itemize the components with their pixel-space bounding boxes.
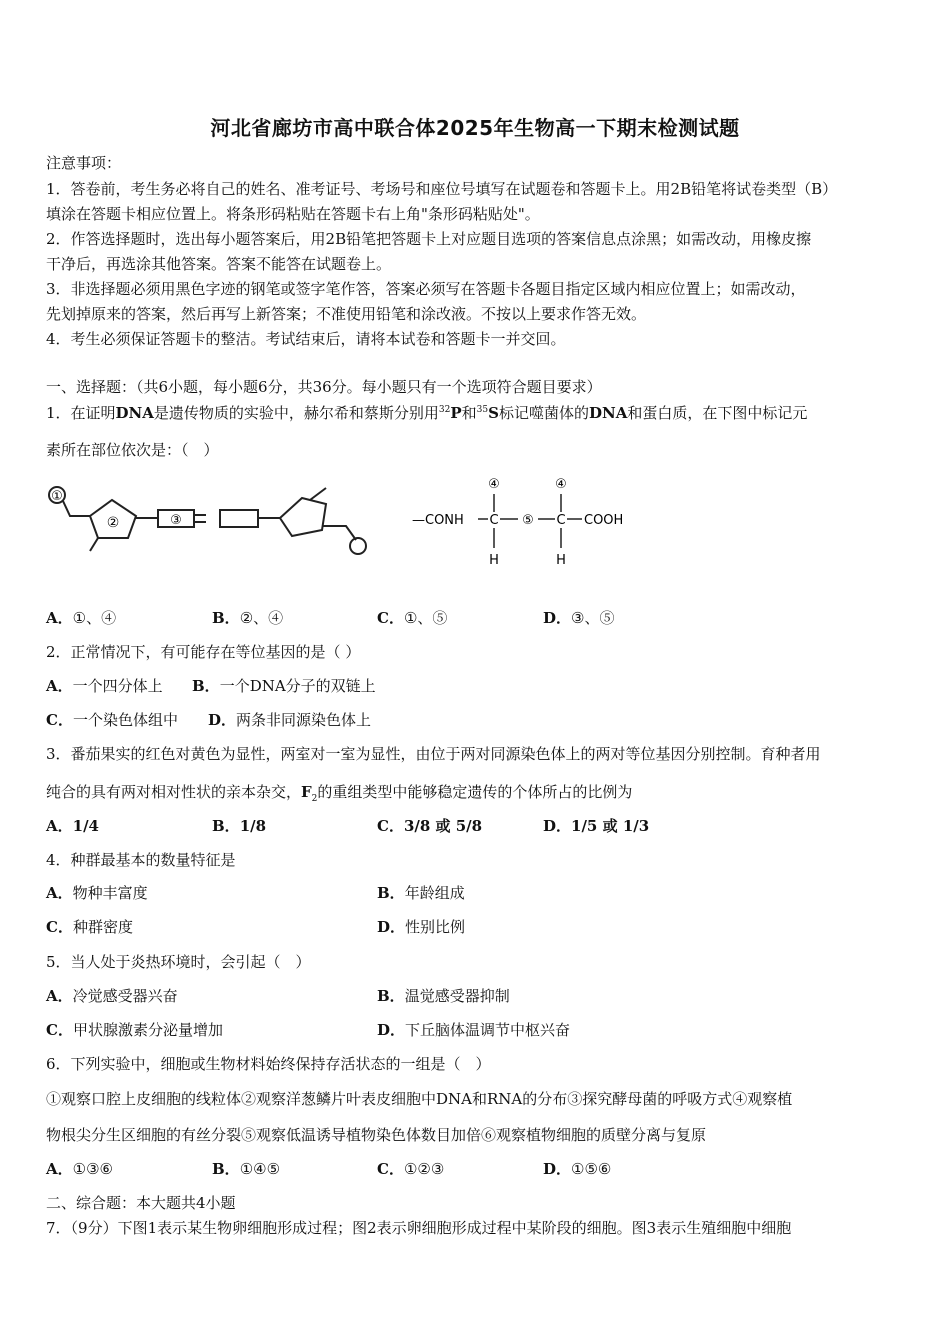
notice-line: 1．答卷前，考生务必将自己的姓名、准考证号、考场号和座位号填写在试题卷和答题卡上。用2B铅笔将试卷类型（B） bbox=[46, 180, 838, 198]
carbon-1: C bbox=[489, 513, 499, 528]
option-d[interactable]: D．①⑤⑥ bbox=[543, 1160, 612, 1178]
option-a[interactable]: A．①、④ bbox=[46, 609, 117, 627]
question-2-stem: 2．正常情况下，有可能存在等位基因的是（ ） bbox=[46, 643, 361, 661]
option-a[interactable]: A．一个四分体上 bbox=[46, 677, 163, 695]
question-6-items-cont: 物根尖分生区细胞的有丝分裂⑤观察低温诱导植物染色体数目加倍⑥观察植物细胞的质壁分离与复原 bbox=[46, 1126, 707, 1144]
nucleotide-figure bbox=[40, 478, 380, 578]
option-a[interactable]: A．物种丰富度 bbox=[46, 884, 148, 902]
question-4-stem: 4．种群最基本的数量特征是 bbox=[46, 851, 236, 869]
option-a[interactable]: A．①③⑥ bbox=[46, 1160, 113, 1178]
option-b[interactable]: B．一个DNA分子的双链上 bbox=[192, 677, 376, 695]
option-d[interactable]: D．③、⑤ bbox=[543, 609, 615, 627]
cooh-group: COOH bbox=[584, 513, 624, 528]
bond-line bbox=[90, 538, 98, 551]
option-b[interactable]: B．温觉感受器抑制 bbox=[377, 987, 510, 1005]
option-d[interactable]: D．1/5 或 1/3 bbox=[543, 817, 650, 835]
bond-line bbox=[322, 526, 356, 540]
phosphate-circle-2 bbox=[350, 538, 366, 554]
notice-line: 4．考生必须保证答题卡的整洁。考试结束后，请将本试卷和答题卡一并交回。 bbox=[46, 330, 566, 348]
notice-line: 干净后，再选涂其他答案。答案不能答在试题卷上。 bbox=[46, 255, 392, 273]
question-3-stem: 3．番茄果实的红色对黄色为显性，两室对一室为显性，由位于两对同源染色体上的两对等位基因分别控制。育种者用 bbox=[46, 745, 821, 763]
section-heading-1: 一、选择题：（共6小题，每小题6分，共36分。每小题只有一个选项符合题目要求） bbox=[46, 378, 602, 396]
question-1-stem-cont: 素所在部位依次是：（ ） bbox=[46, 441, 219, 459]
label-4b: ④ bbox=[555, 477, 567, 492]
carbon-2: C bbox=[556, 513, 566, 528]
label-1: ① bbox=[51, 489, 63, 504]
option-d[interactable]: D．性别比例 bbox=[377, 918, 466, 936]
option-b[interactable]: B．年龄组成 bbox=[377, 884, 465, 902]
hydrogen-1: H bbox=[489, 553, 499, 568]
question-1-stem: 1．在证明DNA是遗传物质的实验中，赫尔希和蔡斯分别用$^{32}$P和$^{35}$S标记噬菌体的DNA和蛋白质，在下图中标记元 bbox=[46, 404, 808, 422]
peptide-figure bbox=[410, 470, 640, 574]
option-c[interactable]: C．一个染色体组中 bbox=[46, 711, 178, 729]
option-c[interactable]: C．甲状腺激素分泌量增加 bbox=[46, 1021, 223, 1039]
base-box-2 bbox=[220, 510, 258, 527]
option-c[interactable]: C．①②③ bbox=[377, 1160, 445, 1178]
option-c[interactable]: C．3/8 或 5/8 bbox=[377, 817, 483, 835]
option-d[interactable]: D．两条非同源染色体上 bbox=[208, 711, 372, 729]
option-a[interactable]: A．1/4 bbox=[46, 817, 99, 835]
label-2: ② bbox=[106, 515, 120, 531]
option-b[interactable]: B．①④⑤ bbox=[212, 1160, 281, 1178]
notice-heading: 注意事项： bbox=[46, 154, 122, 172]
notice-line: 先划掉原来的答案，然后再写上新答案；不准使用铅笔和涂改液。不按以上要求作答无效。 bbox=[46, 305, 647, 323]
question-7-stem: 7．（9分）下图1表示某生物卵细胞形成过程；图2表示卵细胞形成过程中某阶段的细胞。图3表示生殖细胞中细胞 bbox=[46, 1219, 792, 1237]
bond-line bbox=[310, 488, 326, 500]
notice-line: 2．作答选择题时，选出每小题答案后，用2B铅笔把答题卡上对应题目选项的答案信息点涂黑；如需改动，用橡皮擦 bbox=[46, 230, 812, 248]
option-d[interactable]: D．下丘脑体温调节中枢兴奋 bbox=[377, 1021, 571, 1039]
option-b[interactable]: B．1/8 bbox=[212, 817, 267, 835]
section-heading-2: 二、综合题：本大题共4小题 bbox=[46, 1194, 236, 1212]
bond-line bbox=[63, 501, 90, 516]
option-b[interactable]: B．②、④ bbox=[212, 609, 284, 627]
question-6-stem: 6．下列实验中，细胞或生物材料始终保持存活状态的一组是（ ） bbox=[46, 1055, 491, 1073]
label-3: ③ bbox=[170, 513, 182, 528]
option-a[interactable]: A．冷觉感受器兴奋 bbox=[46, 987, 178, 1005]
notice-line: 3．非选择题必须用黑色字迹的钢笔或签字笔作答，答案必须写在答题卡各题目指定区域内相应位置上；如需改动， bbox=[46, 280, 806, 298]
hydrogen-2: H bbox=[556, 553, 566, 568]
page-title: 河北省廊坊市高中联合体2025年生物高一下期末检测试题 bbox=[210, 116, 740, 140]
question-3-stem-cont: 纯合的具有两对相对性状的亲本杂交，$F_2$的重组类型中能够稳定遗传的个体所占的比例为 bbox=[46, 783, 633, 804]
conh-group: —CONH bbox=[412, 513, 464, 528]
question-5-stem: 5．当人处于炎热环境时，会引起（ ） bbox=[46, 953, 311, 971]
sugar-pentagon-2 bbox=[280, 498, 326, 536]
label-4a: ④ bbox=[488, 477, 500, 492]
option-c[interactable]: C．种群密度 bbox=[46, 918, 133, 936]
option-c[interactable]: C．①、⑤ bbox=[377, 609, 448, 627]
question-6-items: ①观察口腔上皮细胞的线粒体②观察洋葱鳞片叶表皮细胞中DNA和RNA的分布③探究酵母菌的呼吸方式④观察植 bbox=[46, 1090, 793, 1108]
notice-line: 填涂在答题卡相应位置上。将条形码粘贴在答题卡右上角"条形码粘贴处"。 bbox=[46, 205, 540, 223]
label-5: ⑤ bbox=[522, 513, 534, 528]
